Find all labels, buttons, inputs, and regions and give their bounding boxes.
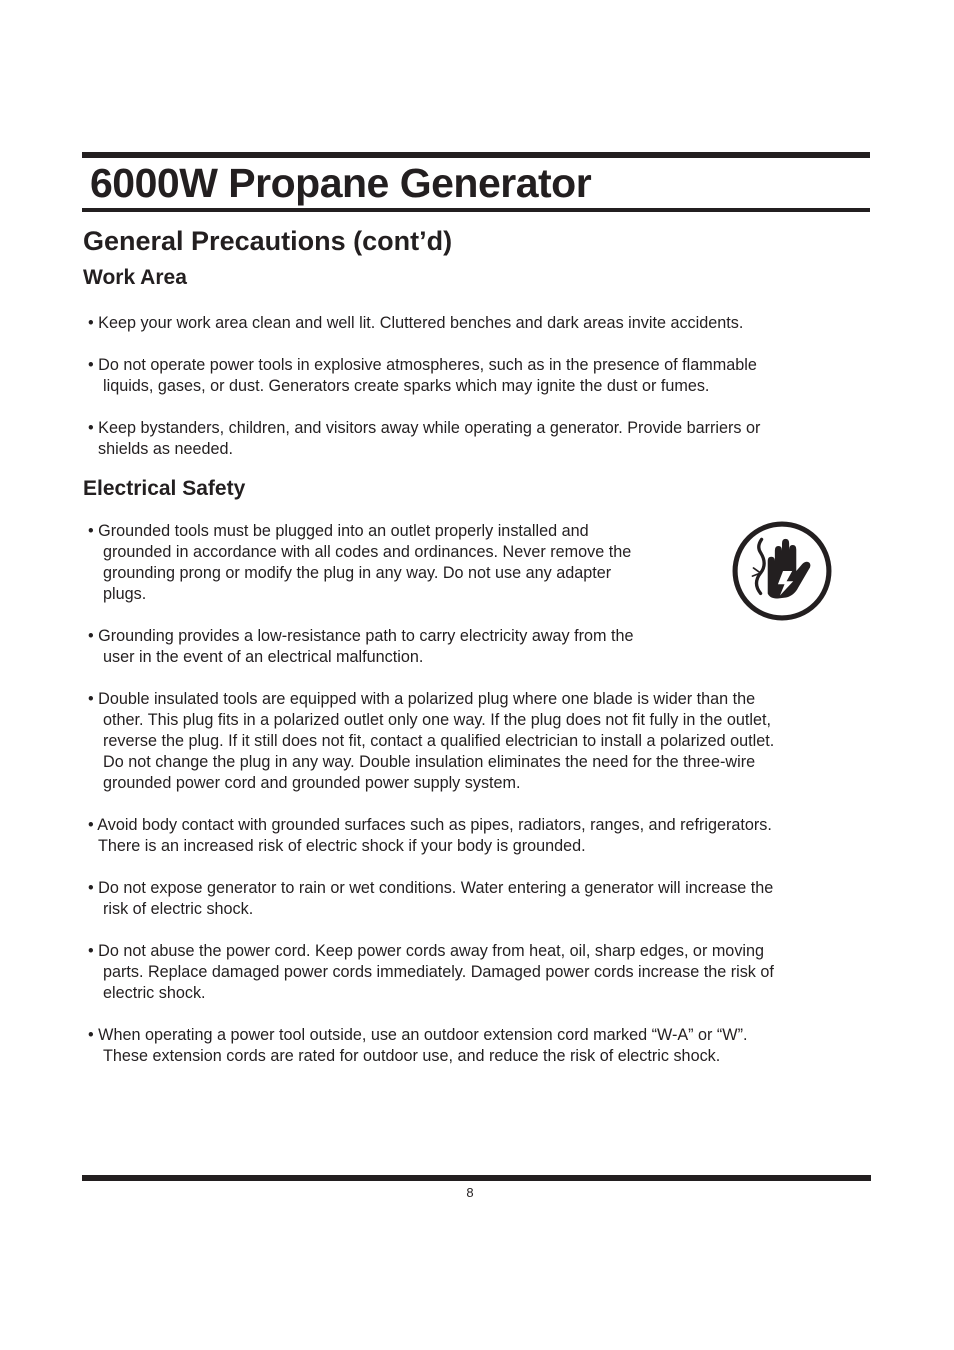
work-area-item-3: • Keep bystanders, children, and visitors away while operating a generator. Provide barriers or shields as needed.	[88, 419, 761, 458]
electrical-safety-heading: Electrical Safety	[83, 477, 246, 500]
electrical-item-1: • Grounded tools must be plugged into an outlet properly installed and grounded in accordance with all codes and ordinances. Never remove the grounding prong or modify the plug in any way. Do not use any adapter plugs.	[88, 522, 632, 603]
electrical-item-4: • Avoid body contact with grounded surfaces such as pipes, radiators, ranges, and refrigerators. There is an increased risk of electric shock if your body is grounded.	[88, 816, 772, 855]
page-number: 8	[466, 1185, 474, 1200]
electric-shock-hand-icon	[731, 520, 833, 622]
section-title: General Precautions (cont’d)	[83, 226, 453, 256]
electrical-item-3: • Double insulated tools are equipped with a polarized plug where one blade is wider than the other. This plug fits in a polarized outlet only one way. If the plug does not fit fully in the outlet, reverse the plug. If it still does not fit, contact a qualified electrician to install a polarized outlet. Do not change the plug in any way. Double insulation eliminates the need for the three-wire grounded power cord and grounded power supply system.	[88, 690, 775, 792]
electrical-item-6: • Do not abuse the power cord. Keep power cords away from heat, oil, sharp edges, or moving parts. Replace damaged power cords immediately. Damaged power cords increase the risk of electric shock.	[88, 942, 774, 1002]
document-title: 6000W Propane Generator	[90, 160, 592, 206]
electrical-item-2: • Grounding provides a low-resistance path to carry electricity away from the user in the event of an electrical malfunction.	[88, 627, 634, 666]
work-area-item-2: • Do not operate power tools in explosive atmospheres, such as in the presence of flammable liquids, gases, or dust. Generators create sparks which may ignite the dust or fumes.	[88, 356, 757, 395]
footer-rule	[82, 1175, 871, 1181]
work-area-heading: Work Area	[83, 266, 187, 289]
electrical-item-7: • When operating a power tool outside, use an outdoor extension cord marked “W-A” or “W”. These extension cords are rated for outdoor use, and reduce the risk of electric shock.	[88, 1026, 748, 1065]
electrical-item-5: • Do not expose generator to rain or wet conditions. Water entering a generator will increase the risk of electric shock.	[88, 879, 774, 918]
work-area-item-1: • Keep your work area clean and well lit. Cluttered benches and dark areas invite accidents.	[88, 314, 744, 332]
header-bottom-rule	[82, 208, 870, 212]
